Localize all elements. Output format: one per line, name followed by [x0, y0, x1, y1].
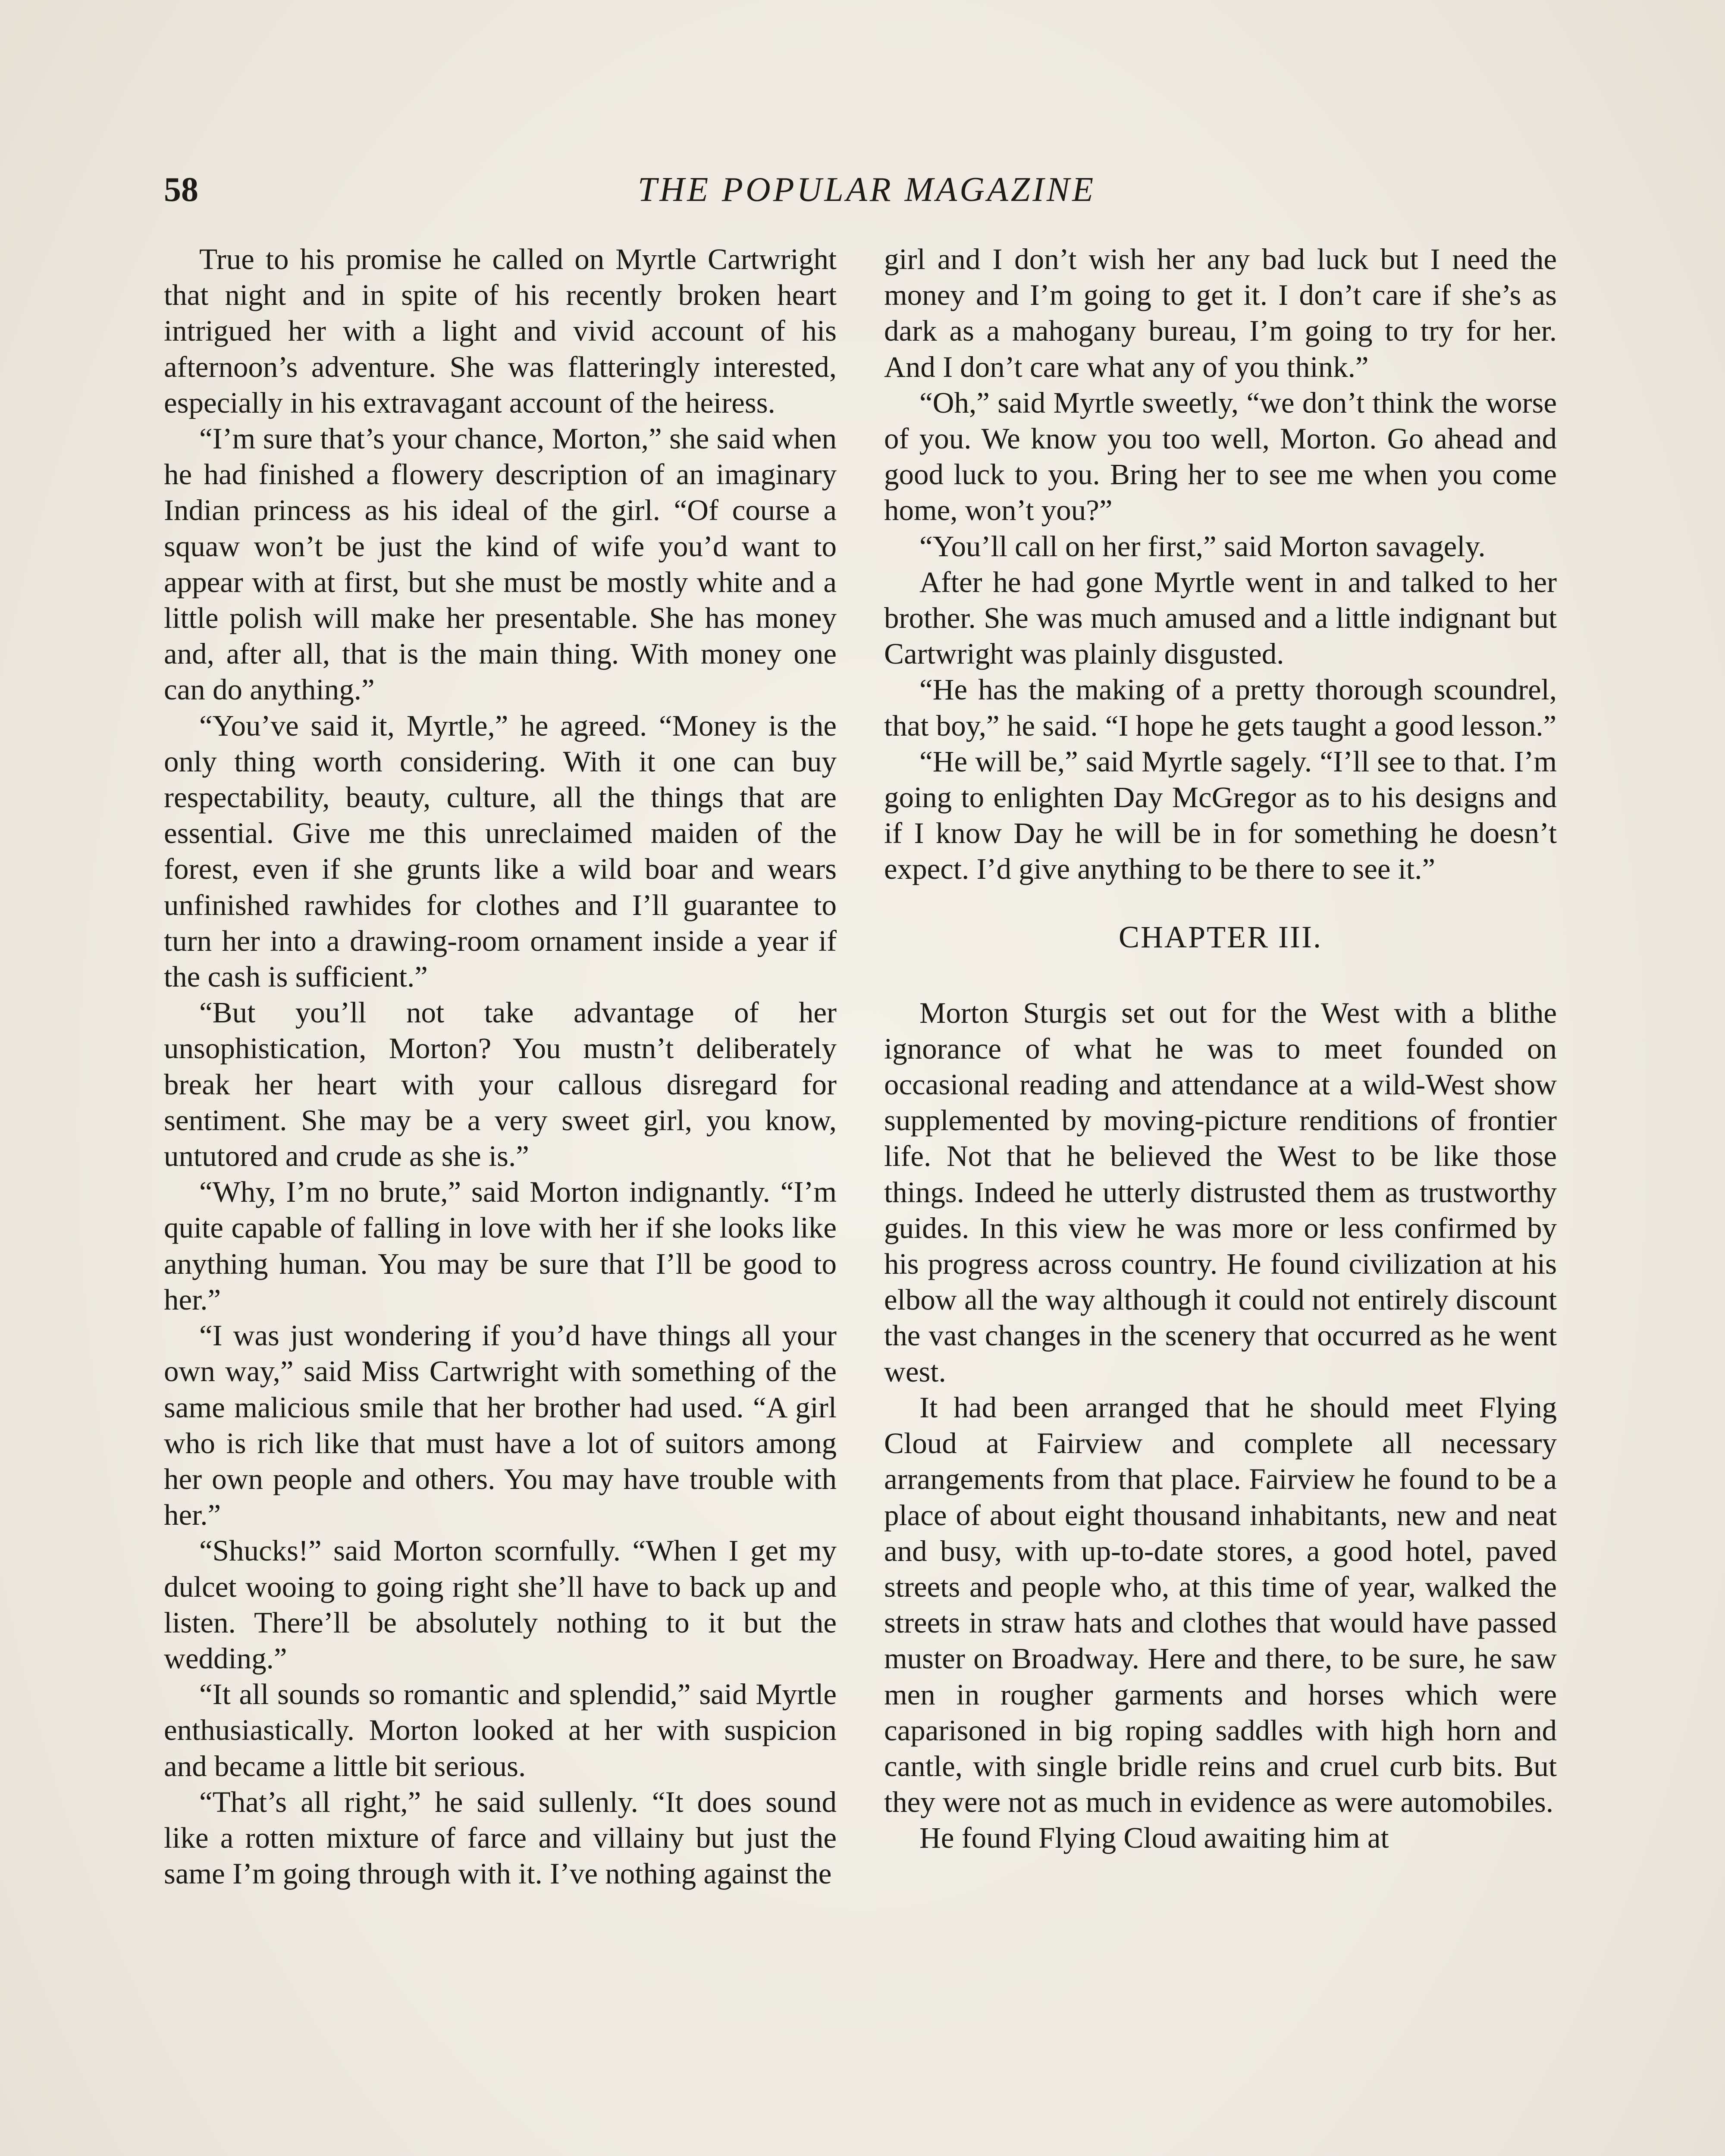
right-column	[884, 241, 1557, 1856]
paragraph: “He will be,” said Myrtle sagely. “I’ll see to that. I’m going to enlighten Day McGregor as to his designs and if I know Day he will be in for something he doesn’t expect. I’d give anything to be there to see it.”	[884, 745, 1557, 886]
paragraph: True to his promise he called on Myrtle Cartwright that night and in spite of his recently broken heart intrigued her with a light and vivid account of his afternoon’s adventure. She was flatteringly interested, especially in his extravagant account of the heiress.	[164, 243, 837, 419]
paragraph: “But you’ll not take advantage of her unsophistication, Morton? You mustn’t deliberately break her heart with your callous disregard for sentiment. She may be a very sweet girl, you know, untutored and crude as she is.”	[164, 996, 837, 1173]
paragraph: Morton Sturgis set out for the West with a blithe ignorance of what he was to meet founded on occasional reading and attendance at a wild-West show supplemented by moving-picture renditions of frontier life. Not that he believed the West to be like those things. Indeed he utterly distrusted them as trustworthy guides. In this view he was more or less confirmed by his progress across country. He found civilization at his elbow all the way although it could not entirely discount the vast changes in the scenery that occurred as he went west.	[884, 996, 1557, 1388]
paragraph: “You’ll call on her first,” said Morton savagely.	[919, 530, 1486, 563]
page-number: 58	[164, 171, 198, 209]
chapter-heading: CHAPTER III.	[1119, 919, 1322, 954]
paragraph: After he had gone Myrtle went in and talked to her brother. She was much amused and a little indignant but Cartwright was plainly disgusted.	[884, 565, 1557, 671]
paragraph: “Oh,” said Myrtle sweetly, “we don’t think the worse of you. We know you too well, Morton. Go ahead and good luck to you. Bring her to see me when you come home, won’t you?”	[884, 386, 1557, 527]
paragraph: “Why, I’m no brute,” said Morton indignantly. “I’m quite capable of falling in love with her if she looks like anything human. You may be sure that I’ll be good to her.”	[164, 1175, 837, 1316]
paragraph: “It all sounds so romantic and splendid,” said Myrtle enthusiastically. Morton looked at her with suspicion and became a little bit serious.	[164, 1678, 837, 1783]
paragraph: “Shucks!” said Morton scornfully. “When I get my dulcet wooing to going right she’ll have to back up and listen. There’ll be absolutely nothing to it but the wedding.”	[164, 1534, 837, 1675]
paragraph: “You’ve said it, Myrtle,” he agreed. “Money is the only thing worth considering. With it one can buy respectability, beauty, culture, all the things that are essential. Give me this unreclaimed maiden of the forest, even if she grunts like a wild boar and wears unfinished rawhides for clothes and I’ll guarantee to turn her into a drawing-room ornament inside a year if the cash is sufficient.”	[164, 709, 837, 993]
paragraph: He found Flying Cloud awaiting him at	[919, 1821, 1389, 1855]
paragraph: “I’m sure that’s your chance, Morton,” she said when he had finished a flowery description of an imaginary Indian princess as his ideal of the girl. “Of course a squaw won’t be just the kind of wife you’d want to appear with at first, but she must be mostly white and a little polish will make her presentable. She has money and, after all, that is the main thing. With money one can do anything.”	[164, 422, 837, 706]
paragraph: “I was just wondering if you’d have things all your own way,” said Miss Cartwright with something of the same malicious smile that her brother had used. “A girl who is rich like that must have a lot of suitors among her own people and others. You may have trouble with her.”	[164, 1319, 837, 1532]
running-head: THE POPULAR MAGAZINE	[637, 171, 1096, 209]
paragraph-continued: girl and I don’t wish her any bad luck but I need the money and I’m going to get it. I don’t care if she’s as dark as a mahogany bureau, I’m going to try for her. And I don’t care what any of you think.”	[884, 243, 1557, 383]
paragraph: “That’s all right,” he said sullenly. “It does sound like a rotten mixture of farce and villainy but just the same I’m going through with it. I’ve nothing against the	[164, 1785, 837, 1890]
page-header	[164, 164, 1570, 216]
left-column	[164, 241, 837, 1892]
paragraph: It had been arranged that he should meet Flying Cloud at Fairview and complete all necessary arrangements from that place. Fairview he found to be a place of about eight thousand inhabitants, new and neat and busy, with up-to-date stores, a good hotel, paved streets and people who, at this time of year, walked the streets in straw hats and clothes that would have passed muster on Broadway. Here and there, to be sure, he saw men in rougher garments and horses which were caparisoned in big roping saddles with high horn and cantle, with single bridle reins and cruel curb bits. But they were not as much in evidence as were automobiles.	[884, 1391, 1557, 1819]
paragraph: “He has the making of a pretty thorough scoundrel, that boy,” he said. “I hope he gets taught a good lesson.”	[884, 673, 1557, 742]
